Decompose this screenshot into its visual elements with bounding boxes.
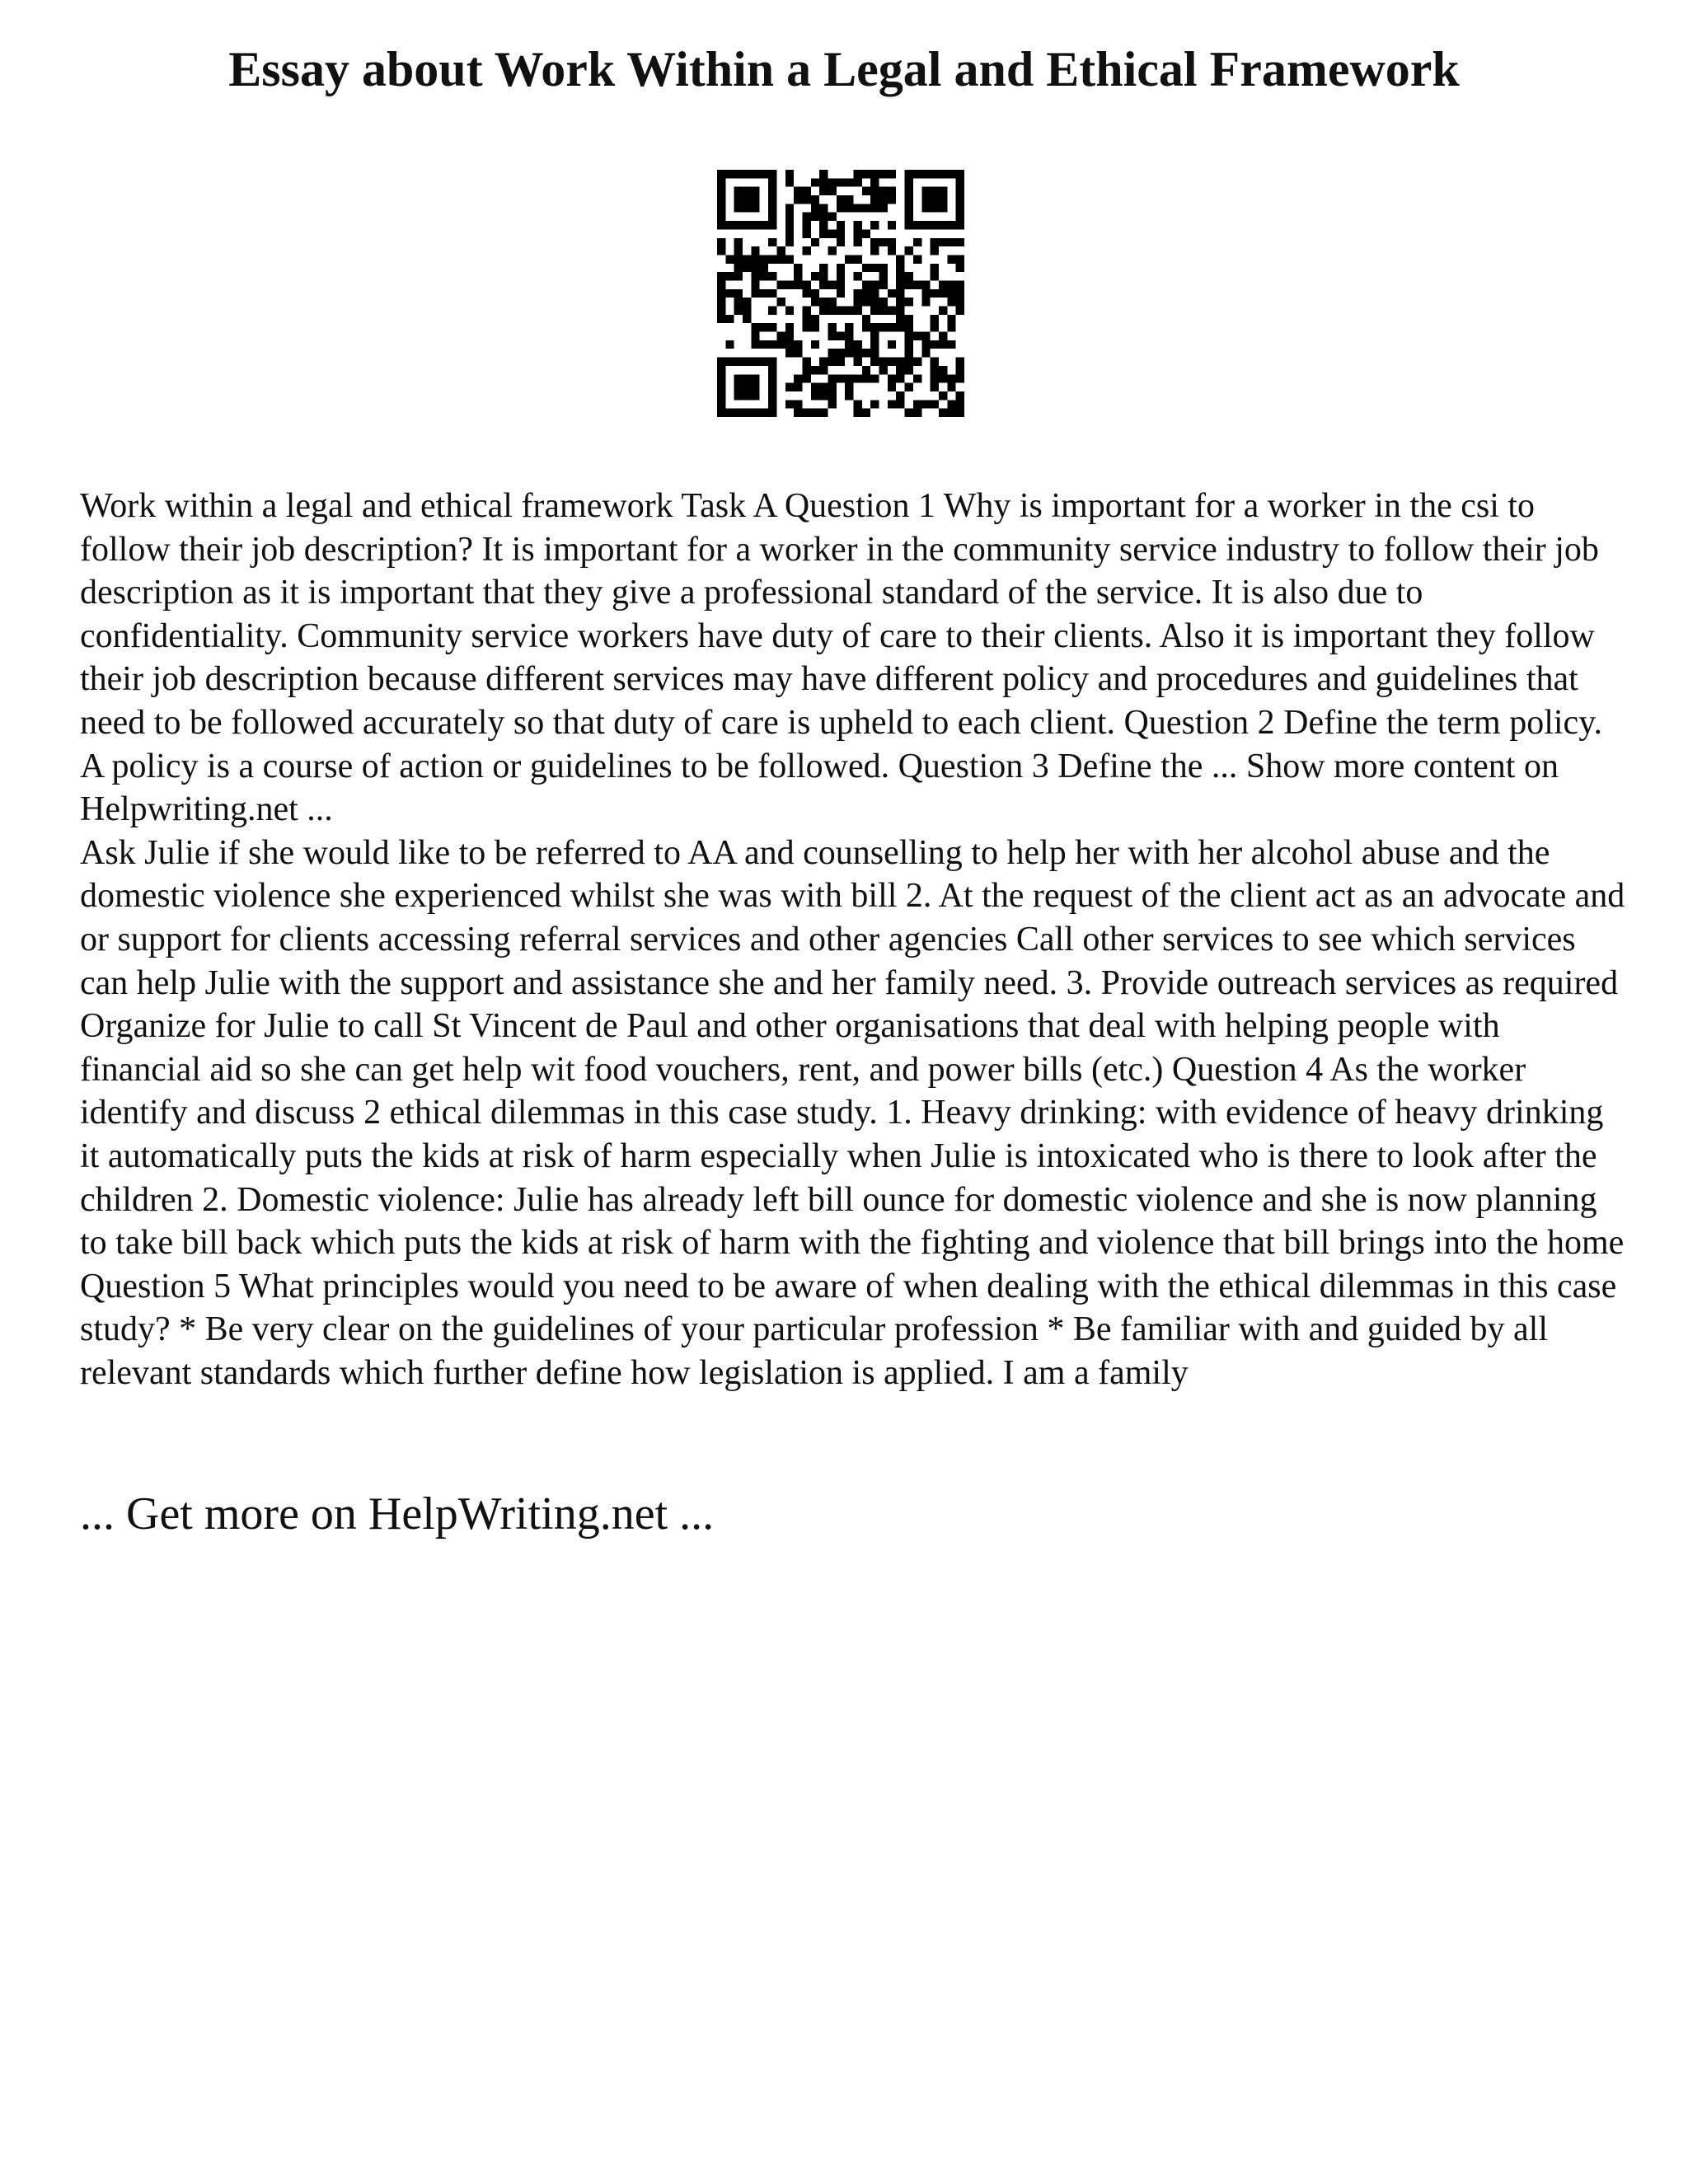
- qr-code-icon[interactable]: [717, 170, 964, 417]
- get-more-link[interactable]: ... Get more on HelpWriting.net ...: [80, 1488, 715, 1540]
- essay-paragraph-1: Work within a legal and ethical framework Task A Question 1 Why is important for a worker in the csi to follow their job description? It is important for a worker in the community service industry to follow their job description as it is important that they give a professional standard of the service. It is also due to confidentiality. Community service workers have duty of care to their clients. Also it is important they follow their job description because different services may have different policy and procedures and guidelines that need to be followed accurately so that duty of care is upheld to each client. Question 2 Define the term policy. A policy is a course of action or guidelines to be followed. Question 3 Define the ... Show more content on Helpwriting.net ...: [80, 487, 1602, 829]
- essay-body: [80, 485, 1625, 1394]
- page-title: Essay about Work Within a Legal and Ethical Framework: [228, 42, 1460, 96]
- essay-paragraph-2: Ask Julie if she would like to be referred to AA and counselling to help her with her alcohol abuse and the domestic violence she experienced whilst she was with bill 2. At the request of the client act as an advocate and or support for clients accessing referral services and other agencies Call other services to see which services can help Julie with the support and assistance she and her family need. 3. Provide outreach services as required Organize for Julie to call St Vincent de Paul and other organisations that deal with helping people with financial aid so she can get help wit food vouchers, rent, and power bills (etc.) Question 4 As the worker identify and discuss 2 ethical dilemmas in this case study. 1. Heavy drinking: with evidence of heavy drinking it automatically puts the kids at risk of harm especially when Julie is intoxicated who is there to look after the children 2. Domestic violence: Julie has already left bill ounce for domestic violence and she is now planning to take bill back which puts the kids at risk of harm with the fighting and violence that bill brings into the home Question 5 What principles would you need to be aware of when dealing with the ethical dilemmas in this case study? * Be very clear on the guidelines of your particular profession * Be familiar with and guided by all relevant standards which further define how legislation is applied. I am a family: [80, 833, 1625, 1392]
